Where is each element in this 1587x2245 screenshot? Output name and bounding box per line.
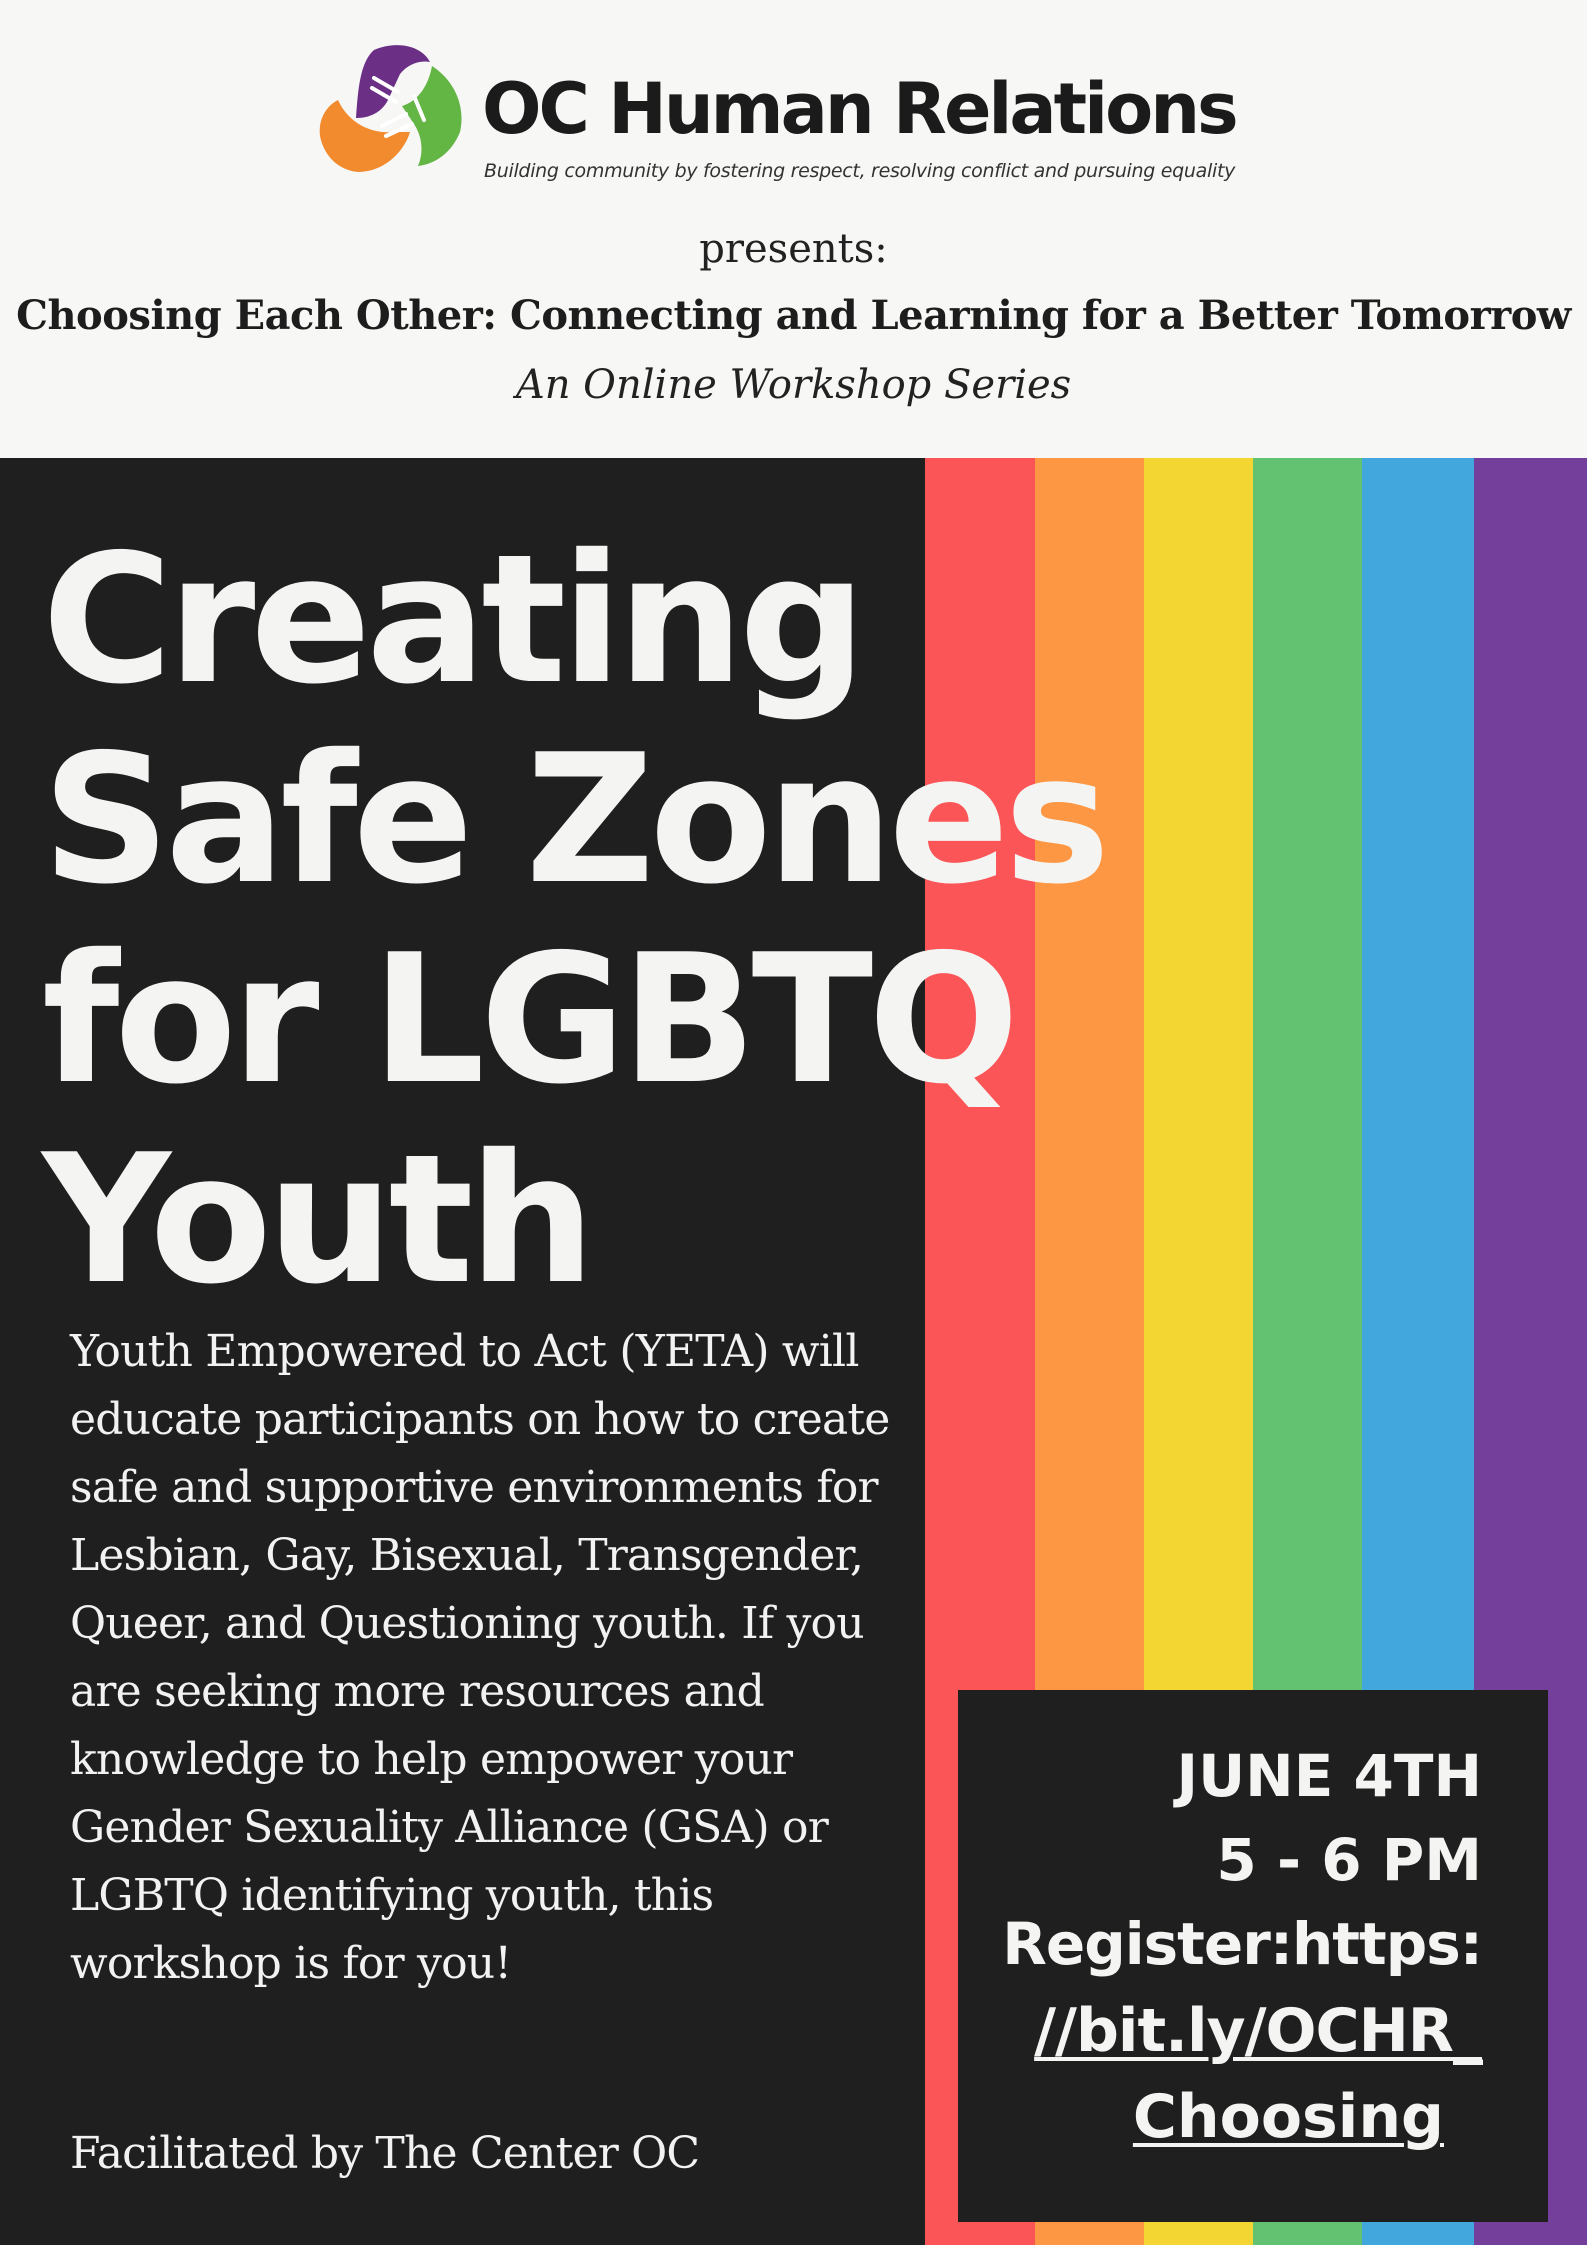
org-logo [312,40,1292,190]
header-section [0,0,1587,458]
register-link-part-2[interactable]: Choosing [1132,2082,1444,2152]
org-tagline: Building community by fostering respect, resolving conflict and pursuing equality [484,160,1236,182]
workshop-description: Youth Empowered to Act (YETA) will educate participants on how to create safe and supportive environments for Lesbian, Gay, Bisexual, Transgender, Queer, and Questioning youth. If you are seeking more resources and knowledge to help empower your Gender Sexuality Alliance (GSA) or LGBTQ identifying youth, this workshop is for you! [70,1326,890,1989]
series-title: Choosing Each Other: Connecting and Learning for a Better Tomorrow [16,292,1571,339]
org-name: OC Human Relations [482,68,1236,150]
register-link-part-1[interactable]: //bit.ly/OCHR_ [1034,1996,1482,2066]
facilitator-credit: Facilitated by The Center OC [70,2128,700,2179]
main-panel [0,458,1587,2245]
headline [42,516,1106,1323]
headline-line-4: Youth [42,1116,591,1323]
event-time: 5 - 6 PM [1216,1826,1482,1894]
series-subtitle: An Online Workshop Series [515,362,1072,408]
headline-line-1: Creating [42,516,862,723]
event-date: JUNE 4TH [1176,1742,1482,1810]
event-info-box [958,1690,1548,2222]
register-label: Register:https: [1002,1910,1482,1978]
presents-label: presents: [699,226,888,272]
interlocking-hands-logo-icon [312,40,467,190]
headline-line-2: Safe Zones [42,716,1106,923]
headline-line-3: for LGBTQ [42,916,1015,1123]
